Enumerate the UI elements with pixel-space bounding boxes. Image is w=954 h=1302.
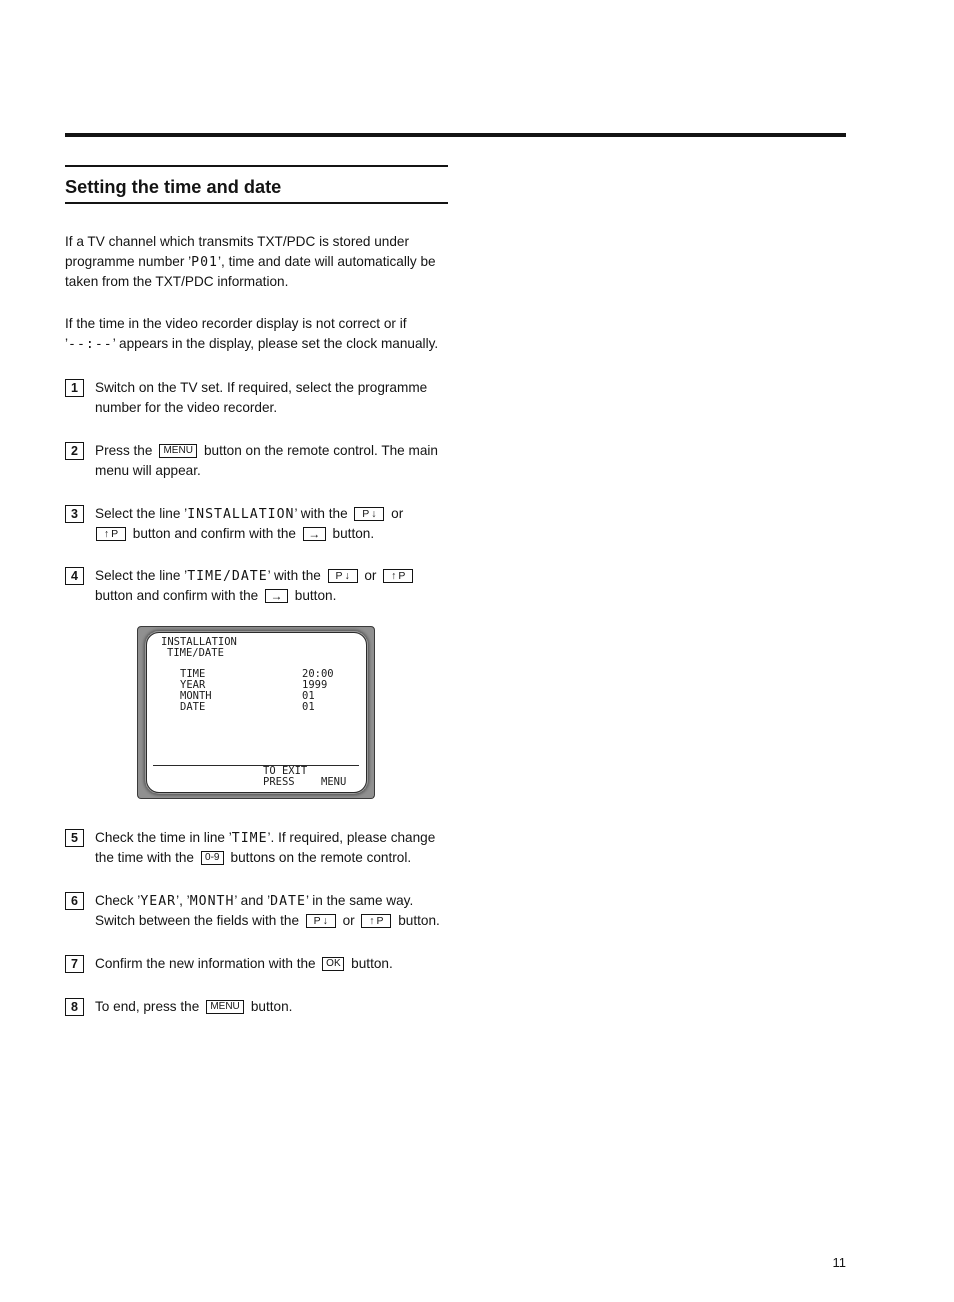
- tv-screen-illustration: [137, 626, 375, 799]
- step-text: [95, 891, 440, 931]
- text: programme number ’: [65, 254, 192, 269]
- text: Switch on the TV set. If required, select the programme: [95, 380, 428, 395]
- text: Check ’: [95, 893, 141, 908]
- program-down-key: P↓: [306, 914, 336, 928]
- text: Confirm the new information with the: [95, 956, 320, 971]
- code-text: P01: [191, 255, 218, 270]
- program-up-key: ↑P: [96, 527, 126, 541]
- right-arrow-key: →: [303, 527, 326, 541]
- step-number: 1: [65, 379, 84, 397]
- step-text: [95, 378, 427, 418]
- text: ’: [65, 336, 69, 351]
- section-rule-top: [65, 165, 448, 167]
- code-text: TIME: [231, 831, 268, 846]
- osd-footer-exit: TO EXIT: [263, 765, 308, 777]
- osd-row-label: MONTH: [180, 690, 212, 702]
- text: ’ with the: [267, 568, 325, 583]
- top-rule: [65, 133, 846, 137]
- step-text: [95, 828, 435, 868]
- osd-footer-press: PRESS: [263, 776, 295, 788]
- osd-row-value: 1999: [302, 679, 328, 691]
- ok-key: OK: [322, 957, 344, 971]
- osd-row-value: 01: [302, 701, 315, 713]
- text: Switch between the fields with the: [95, 913, 303, 928]
- text-line: [95, 441, 438, 461]
- text: If the time in the video recorder display is not correct or if: [65, 316, 407, 331]
- text-line: [95, 398, 427, 418]
- text: taken from the TXT/PDC information.: [65, 274, 289, 289]
- text: button.: [247, 999, 293, 1014]
- text: button and confirm with the: [95, 588, 262, 603]
- text: menu will appear.: [95, 463, 201, 478]
- text: the time with the: [95, 850, 198, 865]
- code-text: YEAR: [140, 894, 177, 909]
- text-line: [95, 911, 440, 931]
- step-text: [95, 504, 403, 544]
- text: ’ with the: [294, 506, 352, 521]
- osd-screen: [146, 632, 367, 793]
- page-number: 11: [832, 1255, 846, 1270]
- text: or: [387, 506, 404, 521]
- menu-key: MENU: [206, 1000, 244, 1014]
- code-text: INSTALLATION: [187, 507, 295, 522]
- text: ’ and ’: [234, 893, 271, 908]
- text-line: [95, 524, 403, 544]
- intro-paragraph-2: [65, 314, 438, 354]
- text: button and confirm with the: [129, 526, 300, 541]
- text-line: [95, 828, 435, 848]
- step-number: 3: [65, 505, 84, 523]
- text-line: [65, 334, 438, 354]
- menu-key: MENU: [159, 444, 197, 458]
- section-title: Setting the time and date: [65, 177, 282, 197]
- text-line: [65, 314, 438, 334]
- text-line: [65, 232, 436, 252]
- osd-row-value: 01: [302, 690, 315, 702]
- osd-row-value: 20:00: [302, 668, 334, 680]
- text: button.: [347, 956, 393, 971]
- step-text: [95, 954, 393, 974]
- step-number: 7: [65, 955, 84, 973]
- text: Press the: [95, 443, 157, 458]
- text: To end, press the: [95, 999, 204, 1014]
- text: or: [360, 568, 381, 583]
- text-line: [95, 504, 403, 524]
- osd-divider: [153, 765, 359, 766]
- step-number: 8: [65, 998, 84, 1016]
- text: ’ appears in the display, please set the clock manually.: [112, 336, 439, 351]
- text-line: [95, 891, 440, 911]
- step-number: 2: [65, 442, 84, 460]
- osd-row-label: YEAR: [180, 679, 206, 691]
- osd-footer-key: MENU: [321, 776, 347, 788]
- text: buttons on the remote control.: [226, 850, 412, 865]
- text-line: [65, 272, 436, 292]
- text: If a TV channel which transmits TXT/PDC is stored under: [65, 234, 410, 249]
- code-text: DATE: [270, 894, 306, 909]
- text: button on the remote control. The main: [200, 443, 438, 458]
- text: button.: [328, 526, 375, 541]
- program-down-key: P↓: [354, 507, 384, 521]
- osd-row-label: TIME: [180, 668, 206, 680]
- text: Select the line ’: [95, 506, 188, 521]
- text: ’, ’: [176, 893, 190, 908]
- text: Check the time in line ’: [95, 830, 232, 845]
- text-line: [95, 997, 292, 1017]
- section-rule-bottom: [65, 202, 448, 204]
- code-text: --:--: [68, 337, 113, 352]
- text-line: [95, 954, 393, 974]
- osd-row-label: DATE: [180, 701, 206, 713]
- right-arrow-key: →: [265, 589, 288, 603]
- program-up-key: ↑P: [361, 914, 391, 928]
- step-number: 6: [65, 892, 84, 910]
- text-line: [95, 378, 427, 398]
- text-line: [95, 566, 416, 586]
- text: ’. If required, please change: [267, 830, 436, 845]
- step-text: [95, 566, 416, 606]
- text-line: [95, 461, 438, 481]
- step-number: 5: [65, 829, 84, 847]
- program-up-key: ↑P: [383, 569, 413, 583]
- text: number for the video recorder.: [95, 400, 278, 415]
- osd-title: INSTALLATION: [161, 636, 237, 648]
- step-number: 4: [65, 567, 84, 585]
- code-text: MONTH: [189, 894, 235, 909]
- text: Select the line ’: [95, 568, 188, 583]
- text: ’ in the same way.: [305, 893, 414, 908]
- digit-keys: 0-9: [201, 851, 224, 865]
- text-line: [95, 848, 435, 868]
- text: ’, time and date will automatically be: [218, 254, 436, 269]
- step-text: [95, 441, 438, 481]
- text: or: [338, 913, 359, 928]
- step-text: [95, 997, 292, 1017]
- text: button.: [291, 588, 337, 603]
- text: button.: [394, 913, 440, 928]
- program-down-key: P↓: [328, 569, 358, 583]
- intro-paragraph-1: [65, 232, 436, 292]
- text-line: [65, 252, 436, 272]
- osd-subtitle: TIME/DATE: [167, 647, 224, 659]
- code-text: TIME/DATE: [187, 569, 268, 584]
- text-line: [95, 586, 416, 606]
